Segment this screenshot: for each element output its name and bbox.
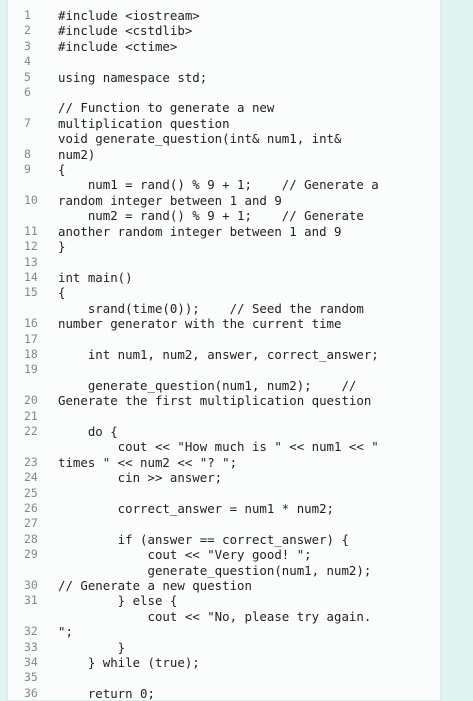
line-number: 22 [24, 423, 38, 438]
code-text: num1 = rand() % 9 + 1; // Generate a [58, 177, 379, 193]
line-number: 19 [24, 362, 38, 377]
code-text: cin >> answer; [58, 470, 223, 486]
code-text: #include <ctime> [58, 38, 178, 54]
line-number: 28 [24, 531, 38, 546]
code-text: multiplication question [58, 115, 230, 131]
code-line [8, 316, 440, 331]
code-line [8, 23, 440, 38]
line-number: 31 [24, 593, 38, 608]
line-number: 33 [24, 639, 38, 654]
line-number: 30 [24, 578, 38, 593]
line-number: 14 [24, 269, 38, 284]
line-number: 29 [24, 547, 38, 562]
code-text: #include <cstdlib> [58, 23, 193, 39]
code-line [8, 224, 440, 239]
line-number: 15 [24, 285, 38, 300]
code-line [8, 532, 440, 547]
code-line [8, 239, 440, 254]
code-text: times " << num2 << "? "; [58, 454, 238, 470]
code-line [8, 486, 440, 501]
code-text: int num1, num2, answer, correct_answer; [58, 346, 379, 362]
line-number: 9 [24, 162, 31, 177]
line-number: 21 [24, 408, 38, 423]
code-text: } [58, 239, 66, 255]
code-line [8, 670, 440, 685]
code-line [8, 501, 440, 516]
code-text: "; [58, 624, 73, 640]
line-number: 16 [24, 316, 38, 331]
code-line [8, 409, 440, 424]
code-line [8, 547, 440, 562]
code-text: // Function to generate a new [58, 100, 275, 116]
code-line [8, 301, 440, 316]
code-text: cout << "Very good! "; [58, 547, 312, 563]
code-text: correct_answer = num1 * num2; [58, 501, 335, 516]
code-text: another random integer between 1 and 9 [58, 223, 342, 239]
line-number: 11 [24, 223, 38, 238]
code-text: Generate the first multiplication question [58, 393, 372, 409]
code-line [8, 270, 440, 285]
code-line [8, 39, 440, 54]
line-number: 7 [24, 115, 31, 130]
code-text: { [58, 285, 66, 301]
code-line [8, 593, 440, 608]
code-line [8, 332, 440, 347]
code-text: // Generate a new question [58, 578, 252, 594]
code-text: do { [58, 423, 118, 439]
code-line [8, 54, 440, 69]
code-text: int main() [58, 269, 133, 285]
code-text: random integer between 1 and 9 [58, 192, 282, 208]
code-line [8, 70, 440, 85]
code-text: return 0; [58, 685, 155, 701]
code-line [8, 640, 440, 655]
code-line [8, 609, 440, 624]
line-number: 35 [24, 670, 38, 685]
code-line [8, 347, 440, 362]
code-block [8, 8, 440, 701]
line-number: 24 [24, 470, 38, 485]
code-line [8, 424, 440, 439]
code-text: } while (true); [58, 655, 200, 671]
code-text: number generator with the current time [58, 316, 342, 332]
code-line [8, 686, 440, 701]
code-text: using namespace std; [58, 69, 208, 85]
line-number: 10 [24, 192, 38, 207]
code-line [8, 116, 440, 131]
code-text: generate_question(num1, num2); // [58, 377, 357, 393]
line-number: 4 [24, 54, 31, 69]
line-number: 34 [24, 655, 38, 670]
line-number: 27 [24, 516, 38, 531]
code-text: void generate_question(int& num1, int& [58, 131, 342, 147]
line-number: 5 [24, 69, 31, 84]
code-line [8, 100, 440, 115]
code-line [8, 655, 440, 670]
line-number: 26 [24, 501, 38, 515]
code-text: srand(time(0)); // Seed the random [58, 300, 364, 316]
line-number: 23 [24, 454, 38, 469]
code-text: generate_question(num1, num2); [58, 562, 372, 578]
code-line [8, 255, 440, 270]
code-text: num2 = rand() % 9 + 1; // Generate [58, 208, 364, 224]
code-text: cout << "No, please try again. [58, 608, 372, 624]
code-line [8, 285, 440, 300]
code-line [8, 624, 440, 639]
code-line [8, 578, 440, 593]
line-number: 1 [24, 8, 31, 22]
line-number: 8 [24, 146, 31, 161]
code-line [8, 8, 440, 23]
code-line [8, 362, 440, 377]
code-text: cout << "How much is " << num1 << " [58, 439, 379, 455]
code-line [8, 455, 440, 470]
code-text: num2) [58, 146, 96, 162]
line-number: 32 [24, 624, 38, 639]
line-number: 3 [24, 38, 31, 53]
code-text: } [58, 639, 126, 655]
code-text: { [58, 162, 66, 178]
code-line [8, 378, 440, 393]
code-text: #include <iostream> [58, 8, 200, 23]
code-line [8, 470, 440, 485]
line-number: 18 [24, 346, 38, 361]
line-number: 2 [24, 23, 31, 38]
code-text: if (answer == correct_answer) { [58, 531, 349, 547]
code-line [8, 208, 440, 223]
line-number: 6 [24, 85, 31, 100]
code-line [8, 393, 440, 408]
code-line [8, 563, 440, 578]
code-viewer [8, 0, 440, 700]
code-text: } else { [58, 593, 178, 609]
code-line [8, 439, 440, 454]
line-number: 20 [24, 393, 38, 408]
line-number: 13 [24, 254, 38, 269]
line-number: 25 [24, 485, 38, 500]
code-line [8, 516, 440, 531]
line-number: 17 [24, 331, 38, 346]
line-number: 36 [24, 685, 38, 700]
code-line [8, 85, 440, 100]
code-line [8, 193, 440, 208]
code-line [8, 177, 440, 192]
code-line [8, 147, 440, 162]
line-number: 12 [24, 239, 38, 254]
code-line [8, 131, 440, 146]
code-line [8, 162, 440, 177]
